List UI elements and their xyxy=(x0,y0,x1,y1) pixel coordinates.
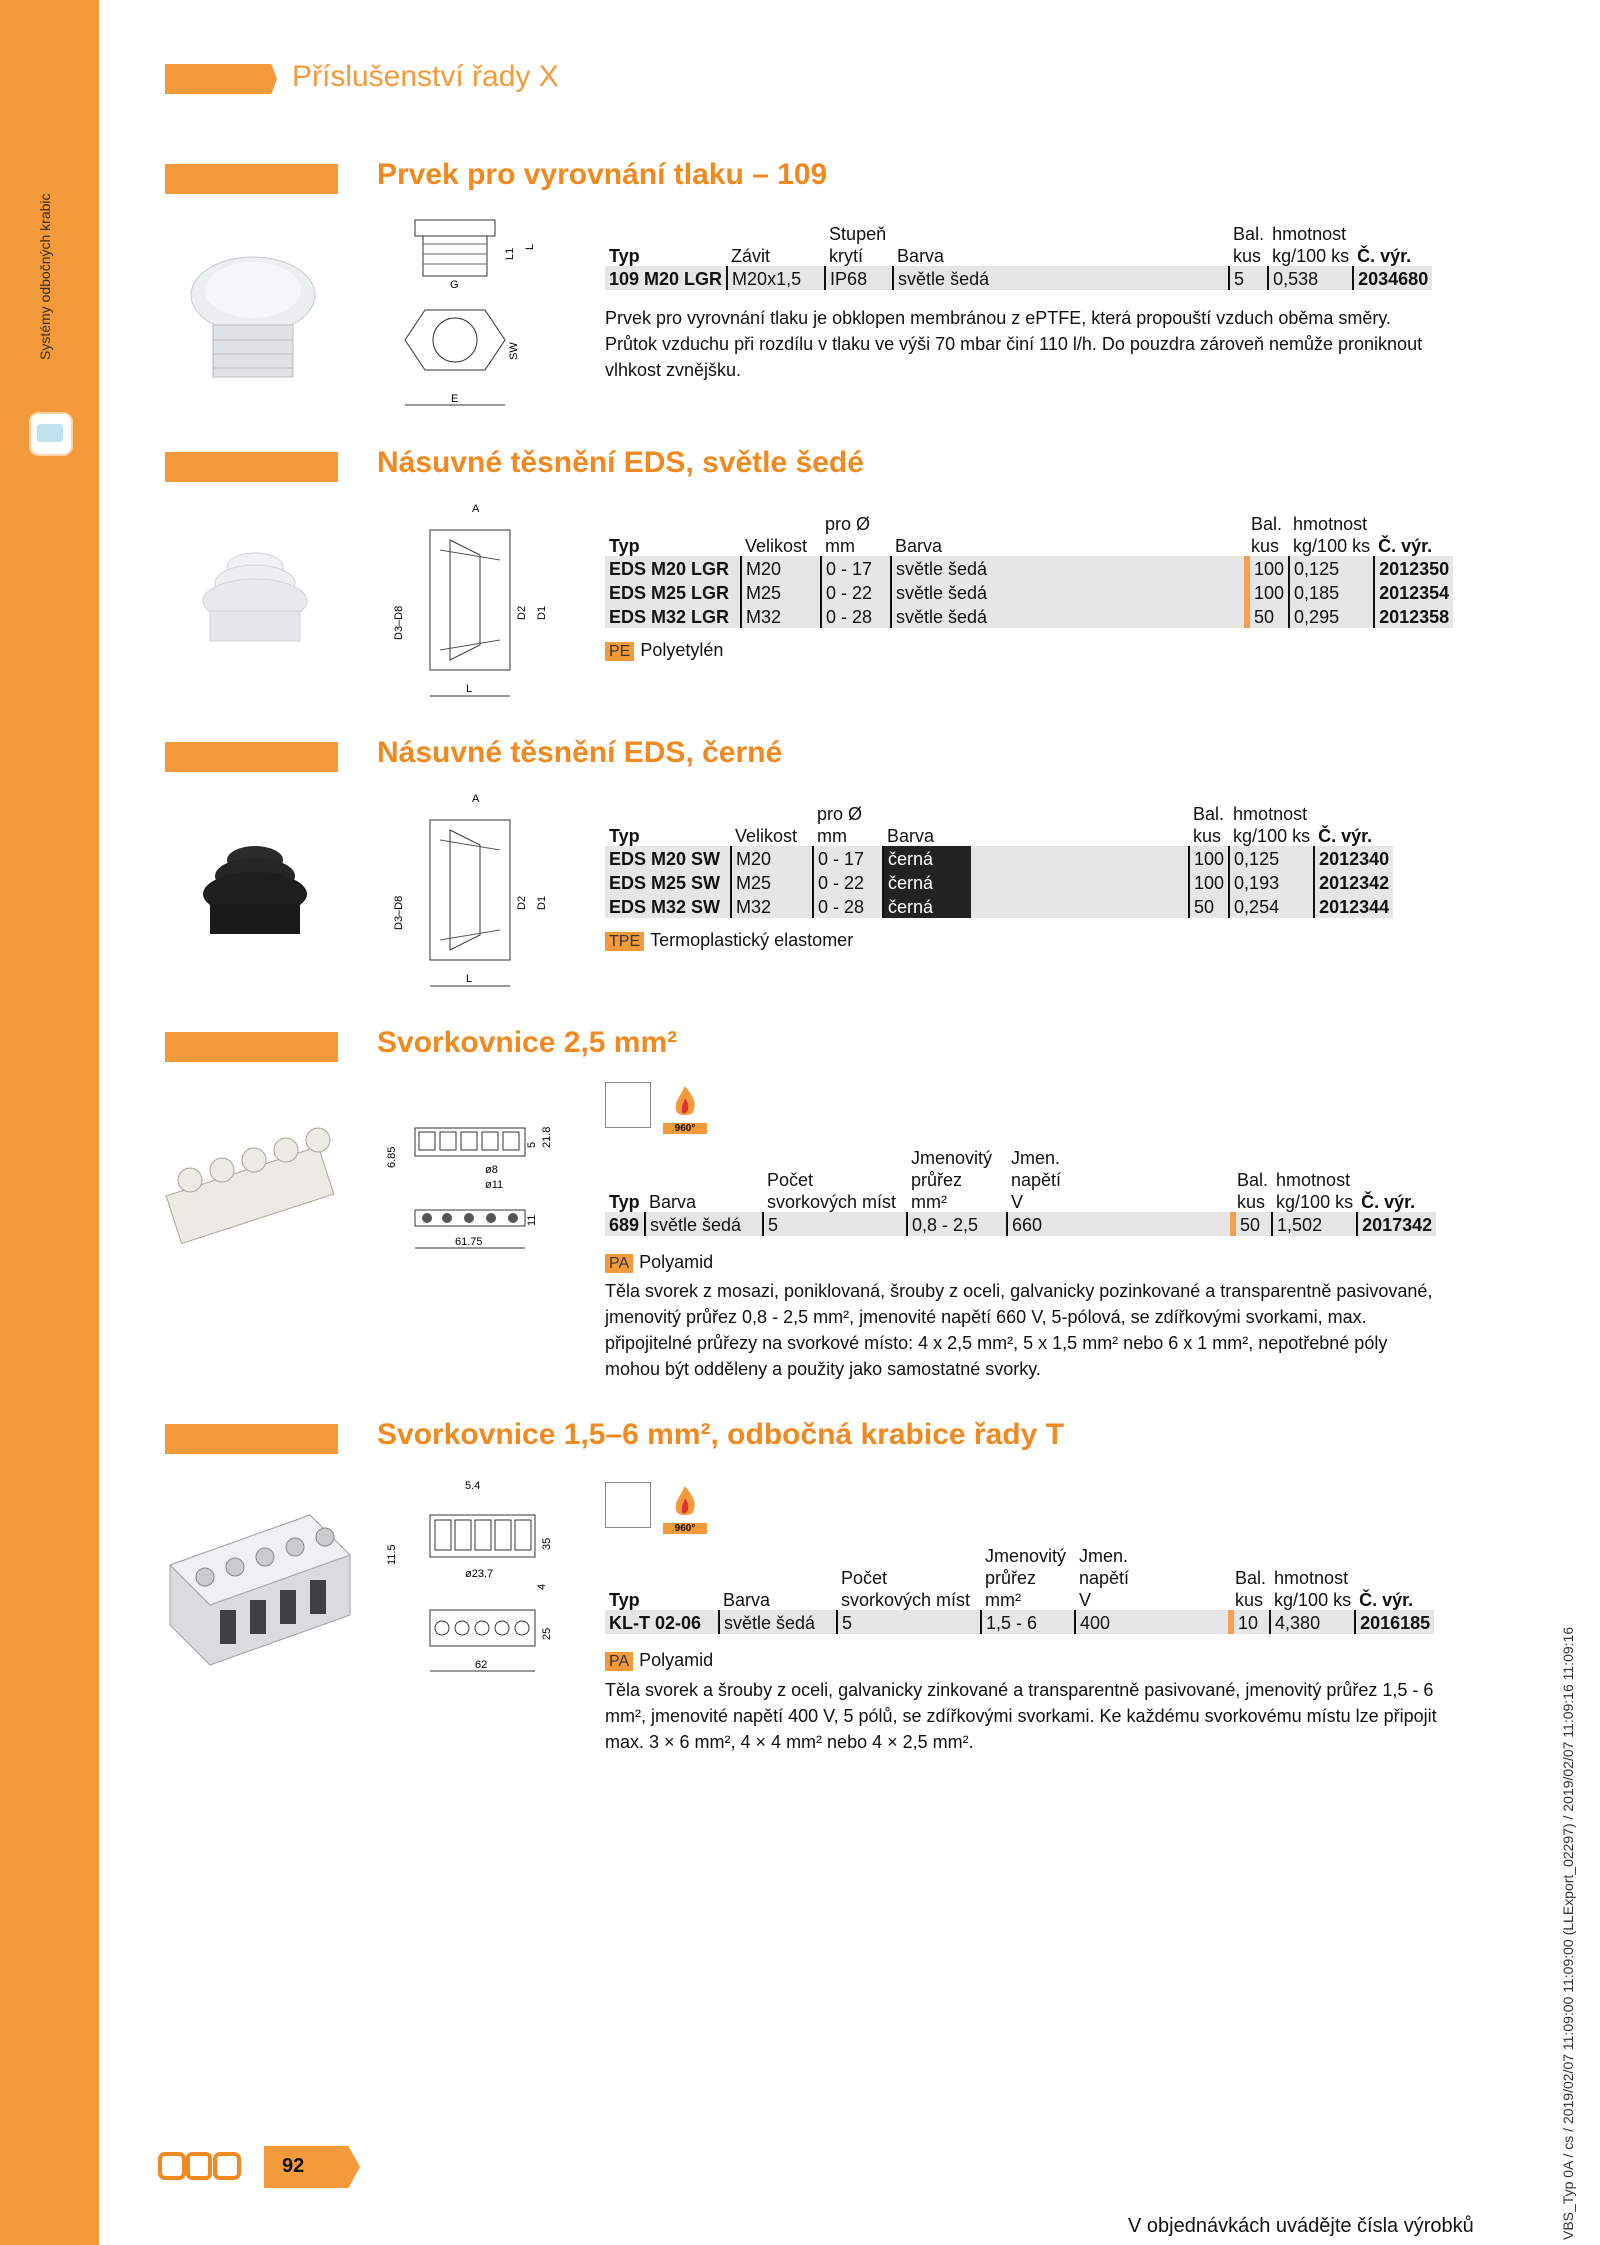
flow-icon xyxy=(605,1482,651,1528)
svg-text:21.8: 21.8 xyxy=(541,1126,553,1148)
spec-table: pro Ø Bal. hmotnost Typ Velikost mm Barva kus kg/100 ks Č. výr. EDS M20 LGR M20 0 - 17 světle šedá 100 0,125 2012350 EDS M25 LGR M25 0 - 22 světle šedá 100 0,185 2012354 EDS M32 LGR M32 0 - 28 světle šedá 50 0,295 2012358 xyxy=(605,512,1453,628)
svg-text:A: A xyxy=(472,503,480,515)
footer-note: V objednávkách uvádějte čísla výrobků xyxy=(1128,2215,1474,2237)
material-note xyxy=(605,1650,713,1671)
section-bar xyxy=(165,164,338,194)
material-name: Polyetylén xyxy=(640,640,724,660)
svg-text:D3–D8: D3–D8 xyxy=(393,605,405,640)
page-number: 92 xyxy=(282,2155,305,2177)
dim-label: SW xyxy=(508,342,520,360)
svg-text:D1: D1 xyxy=(536,895,548,910)
flame-icon xyxy=(663,1482,707,1534)
description: Těla svorek z mosazi, poniklovaná, šrouby z oceli, galvanicky pozinkované a transparentně pasivované, jmenovitý průřez 0,8 - 2,5 mm², jmenovité napětí 660 V, 5-pólová, se zdířkovými svorkami, max. připojitelné průřezy na svorkové místo: 4 x 2,5 mm², 5 x 1,5 mm² nebo 6 x 1 mm², nepotřebné póly mohou být odděleny a použity jako samostatné svorky. xyxy=(605,1281,1433,1379)
material-tag: PE xyxy=(605,642,634,661)
spec-table: pro Ø Bal. hmotnost Typ Velikost mm Barva kus kg/100 ks Č. výr. EDS M20 SW M20 0 - 17 černá 100 0,125 2012340 EDS M25 SW M25 0 - 22 černá 100 0,193 2012342 EDS M32 SW M32 0 - 28 černá 50 0,254 2012344 xyxy=(605,802,1393,918)
description: Těla svorek a šrouby z oceli, galvanicky zinkované a transparentně pasivované, jmenovitý průřez 1,5 - 6 mm², jmenovité napětí 400 V, 5 pólů, se zdířkovými svorkami. Ke každému svorkovému místu lze připojit max. 3 × 6 mm², 4 × 4 mm² nebo 4 × 2,5 mm². xyxy=(605,1680,1437,1752)
section-bar xyxy=(165,1032,338,1062)
material-name: Termoplastický elastomer xyxy=(650,930,854,950)
svg-text:ø11: ø11 xyxy=(485,1179,504,1191)
table-row: EDS M32 LGR M32 0 - 28 světle šedá 50 0,295 2012358 xyxy=(605,604,1453,628)
product-photo xyxy=(150,1110,350,1245)
dim-label: L1 xyxy=(504,247,516,260)
dim-label: G xyxy=(450,279,459,291)
material-name: Polyamid xyxy=(639,1252,714,1272)
svg-text:11: 11 xyxy=(526,1214,538,1226)
table-row: EDS M25 SW M25 0 - 22 černá 100 0,193 2012342 xyxy=(605,870,1393,894)
svg-text:4: 4 xyxy=(536,1583,548,1590)
page-title: Příslušenství řady X xyxy=(292,60,559,93)
section-title: Násuvné těsnění EDS, černé xyxy=(377,736,783,769)
svg-text:5: 5 xyxy=(526,1141,538,1148)
technical-drawing xyxy=(385,1108,565,1258)
sidebar xyxy=(0,0,99,2245)
page-badge xyxy=(264,2146,360,2188)
dim-label: L xyxy=(524,243,536,250)
product-photo xyxy=(178,250,328,400)
technical-drawing xyxy=(390,500,560,710)
dim-label: E xyxy=(451,393,459,405)
material-note xyxy=(605,1252,713,1273)
table-row: EDS M25 LGR M25 0 - 22 světle šedá 100 0,185 2012354 xyxy=(605,580,1453,604)
technical-drawing xyxy=(385,1475,565,1680)
table-row: 109 M20 LGR M20x1,5 IP68 světle šedá 5 0,538 2034680 xyxy=(605,266,1432,290)
svg-text:62: 62 xyxy=(475,1659,488,1671)
svg-text:D2: D2 xyxy=(516,605,528,620)
sidebar-label: Systémy odbočných krabic xyxy=(37,193,53,360)
material-name: Polyamid xyxy=(639,1650,714,1670)
material-tag: PA xyxy=(605,1254,633,1273)
header-arrow xyxy=(165,64,277,94)
material-note xyxy=(605,640,723,661)
svg-text:ø8: ø8 xyxy=(485,1164,498,1176)
svg-text:25: 25 xyxy=(541,1627,553,1640)
svg-text:6.85: 6.85 xyxy=(386,1146,398,1168)
material-note xyxy=(605,930,853,951)
svg-text:L: L xyxy=(466,973,473,985)
sidebar-tab-icon[interactable] xyxy=(31,414,71,454)
svg-text:D3–D8: D3–D8 xyxy=(393,895,405,930)
table-row: EDS M20 SW M20 0 - 17 černá 100 0,125 2012340 xyxy=(605,846,1393,870)
flame-icon xyxy=(663,1082,707,1134)
flame-label: 960° xyxy=(663,1123,707,1134)
spec-table: Stupeň Bal. hmotnost Typ Závit krytí Barva kus kg/100 ks Č. výr. 109 M20 LGR M20x1,5 IP68 světle šedá 5 0,538 2034680 xyxy=(605,222,1432,290)
svg-text:A: A xyxy=(472,793,480,805)
flame-label: 960° xyxy=(663,1523,707,1534)
technical-drawing xyxy=(390,790,560,1000)
svg-text:ø23.7: ø23.7 xyxy=(465,1568,494,1580)
material-tag: PA xyxy=(605,1652,633,1671)
product-photo xyxy=(190,838,320,948)
product-photo xyxy=(190,545,320,655)
svg-text:11.5: 11.5 xyxy=(386,1544,398,1565)
svg-text:D1: D1 xyxy=(536,605,548,620)
description: Prvek pro vyrovnání tlaku je obklopen membránou z ePTFE, která propouští vzduch oběma směry. Průtok vzduchu při rozdílu v tlaku ve výši 70 mbar činí 110 l/h. Do pouzdra zároveň nemůže proniknout vlhkost zvnějšku. xyxy=(605,308,1423,380)
svg-text:61.75: 61.75 xyxy=(455,1236,483,1248)
svg-text:35: 35 xyxy=(541,1537,553,1550)
material-tag: TPE xyxy=(605,932,644,951)
table-row: 689 světle šedá 5 0,8 - 2,5 660 50 1,502 2017342 xyxy=(605,1212,1436,1236)
section-title: Svorkovnice 2,5 mm² xyxy=(377,1026,678,1059)
technical-drawing xyxy=(395,210,555,420)
spec-table: Jmenovitý Jmen. Počet průřez napětí Bal. hmotnost Typ Barva svorkových míst mm² V kus kg/100 ks Č. výr. 689 světle šedá 5 0,8 - 2,5 660 50 1,502 2017342 xyxy=(605,1146,1436,1236)
section-title: Násuvné těsnění EDS, světle šedé xyxy=(377,446,864,479)
svg-text:D2: D2 xyxy=(516,895,528,910)
print-metadata: VBS_Typ 0A / cs / 2019/02/07 11:09:00 11:09:00 (LLExport_02297) / 2019/02/07 11:09:16 11:09:16 xyxy=(1560,1626,1576,2240)
table-row: EDS M20 LGR M20 0 - 17 světle šedá 100 0,125 2012350 xyxy=(605,556,1453,580)
obo-logo xyxy=(158,2150,242,2184)
table-row: KL-T 02-06 světle šedá 5 1,5 - 6 400 10 4,380 2016185 xyxy=(605,1610,1434,1634)
section-title: Prvek pro vyrovnání tlaku – 109 xyxy=(377,158,828,191)
section-bar xyxy=(165,1424,338,1454)
flow-icon xyxy=(605,1082,651,1128)
svg-text:L: L xyxy=(466,683,473,695)
table-row: EDS M32 SW M32 0 - 28 černá 50 0,254 2012344 xyxy=(605,894,1393,918)
section-title: Svorkovnice 1,5–6 mm², odbočná krabice řady T xyxy=(377,1418,1064,1451)
spec-table: Jmenovitý Jmen. Počet průřez napětí Bal. hmotnost Typ Barva svorkových míst mm² V kus kg/100 ks Č. výr. KL-T 02-06 světle šedá 5 1,5 - 6 400 10 4,380 2016185 xyxy=(605,1544,1434,1634)
product-photo xyxy=(160,1505,355,1670)
section-bar xyxy=(165,742,338,772)
section-bar xyxy=(165,452,338,482)
svg-text:5.4: 5.4 xyxy=(465,1480,481,1492)
